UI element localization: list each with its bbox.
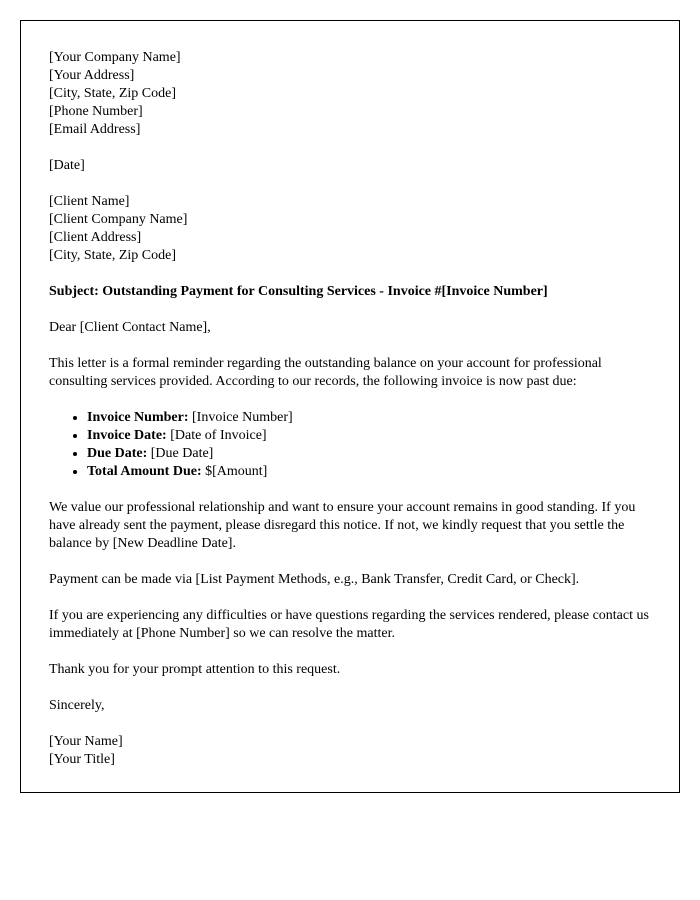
client-company-name: [Client Company Name] [49, 212, 188, 227]
invoice-number-value: [Invoice Number] [188, 410, 293, 425]
signature-title: [Your Title] [49, 752, 115, 767]
client-city-state-zip: [City, State, Zip Code] [49, 248, 177, 263]
recipient-block [49, 193, 651, 265]
intro-paragraph: This letter is a formal reminder regarding the outstanding balance on your account for professional consulting services provided. According to our records, the following invoice is now past due: [49, 356, 602, 389]
sender-block [49, 49, 651, 139]
closing: Sincerely, [49, 698, 105, 713]
sender-email: [Email Address] [49, 122, 141, 137]
thanks-paragraph: Thank you for your prompt attention to this request. [49, 662, 341, 677]
total-amount-value: $[Amount] [201, 464, 268, 479]
due-date-label: Due Date: [87, 446, 148, 461]
date-line: [Date] [49, 158, 85, 173]
date-block [49, 157, 651, 175]
letter-container [20, 20, 680, 793]
due-date-value: [Due Date] [147, 446, 214, 461]
sender-address: [Your Address] [49, 68, 135, 83]
sender-city-state-zip: [City, State, Zip Code] [49, 86, 177, 101]
invoice-date-label: Invoice Date: [87, 428, 167, 443]
invoice-number-label: Invoice Number: [87, 410, 189, 425]
sender-phone: [Phone Number] [49, 104, 143, 119]
client-name: [Client Name] [49, 194, 130, 209]
total-amount-item [87, 463, 651, 481]
invoice-number-item [87, 409, 651, 427]
value-statement-paragraph: We value our professional relationship and want to ensure your account remains in good standing. If you have already sent the payment, please disregard this notice. If not, we kindly request that you settle the balance by [New Deadline Date]. [49, 500, 636, 551]
salutation: Dear [Client Contact Name], [49, 320, 211, 335]
signature-block [49, 733, 651, 769]
difficulties-paragraph: If you are experiencing any difficulties or have questions regarding the services rendered, please contact us immediately at [Phone Number] so we can resolve the matter. [49, 608, 649, 641]
invoice-date-value: [Date of Invoice] [166, 428, 267, 443]
sender-company-name: [Your Company Name] [49, 50, 181, 65]
subject-line: Subject: Outstanding Payment for Consulting Services - Invoice #[Invoice Number] [49, 284, 548, 299]
signature-name: [Your Name] [49, 734, 123, 749]
client-address: [Client Address] [49, 230, 142, 245]
due-date-item [87, 445, 651, 463]
invoice-details-list [49, 409, 651, 481]
total-amount-label: Total Amount Due: [87, 464, 202, 479]
payment-methods-paragraph: Payment can be made via [List Payment Methods, e.g., Bank Transfer, Credit Card, or Check]. [49, 572, 580, 587]
invoice-date-item [87, 427, 651, 445]
